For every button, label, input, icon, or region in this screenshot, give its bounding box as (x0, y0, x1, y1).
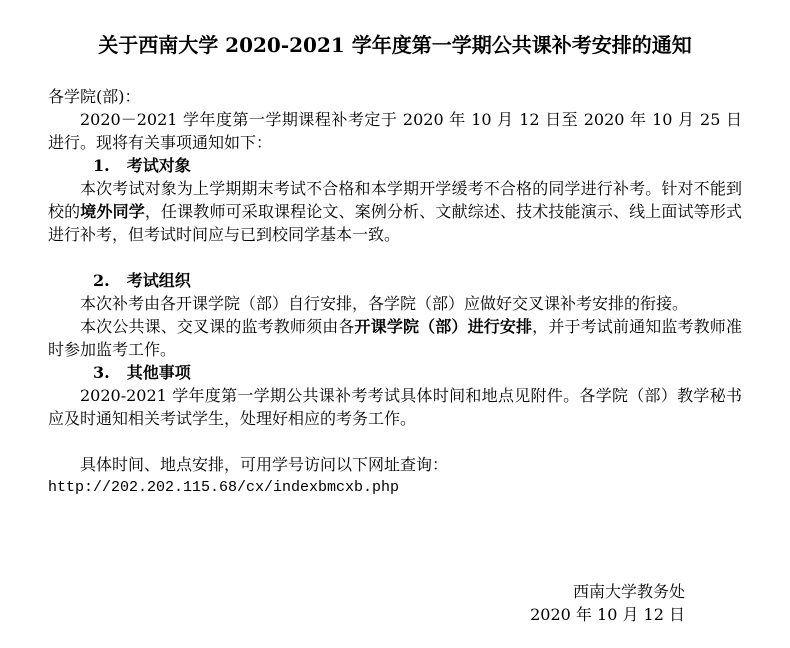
section-2-paragraph-2 (48, 315, 742, 361)
text-segment: ，并于考试前通知监考教师准时参加监考工作。 (48, 317, 742, 359)
query-note: 具体时间、地点安排，可用学号访问以下网址查询： (80, 455, 449, 474)
signature-org: 西南大学教务处 (572, 582, 685, 601)
text-segment: ，任课教师可采取课程论文、案例分析、文献综述、技术技能演示、线上面试等形式进行补考，但考试时间应与已到校同学基本一致。 (48, 202, 742, 244)
section-2-number: 2. (93, 271, 110, 290)
section-3-number: 3. (93, 363, 110, 382)
section-2-paragraph-1 (48, 292, 742, 315)
salutation: 各学院(部)： (48, 87, 141, 106)
section-1-title: 考试对象 (126, 156, 191, 175)
bold-text-segment: 境外同学 (80, 202, 145, 221)
text-segment: 本次考试对象为上学期期末考试不合格和本学期开学缓考不合格的同学进行补考。针对不能到校的 (48, 179, 742, 221)
query-url: http://202.202.115.68/cx/indexbmcxb.php (48, 479, 400, 496)
section-1-paragraph-1 (48, 177, 742, 246)
bold-text-segment: 开课学院（部）进行安排 (354, 317, 533, 336)
section-2-title: 考试组织 (126, 271, 191, 290)
section-1-heading (48, 154, 742, 177)
signature-block (48, 580, 742, 626)
section-2-heading (48, 269, 742, 292)
signature-date: 2020 年 10 月 12 日 (530, 605, 685, 624)
blank-line (48, 246, 742, 269)
text-segment: 本次补考由各开课学院（部）自行安排，各学院（部）应做好交叉课补考安排的衔接。 (80, 294, 689, 313)
section-3-heading (48, 361, 742, 384)
section-1-number: 1. (93, 156, 110, 175)
text-segment: 2020-2021 学年度第一学期公共课补考考试具体时间和地点见附件。各学院（部）教学秘书应及时通知相关考试学生，处理好相应的考务工作。 (48, 386, 742, 428)
document-title: 关于西南大学 2020-2021 学年度第一学期公共课补考安排的通知 (98, 33, 692, 57)
blank-line (48, 430, 742, 453)
text-segment: 本次公共课、交叉课的监考教师须由各 (80, 317, 355, 336)
section-3-title: 其他事项 (126, 363, 191, 382)
intro-paragraph: 2020－2021 学年度第一学期课程补考定于 2020 年 10 月 12 日至 2020 年 10 月 25 日进行。现将有关事项通知如下： (48, 110, 742, 152)
section-3-paragraph-1 (48, 384, 742, 430)
